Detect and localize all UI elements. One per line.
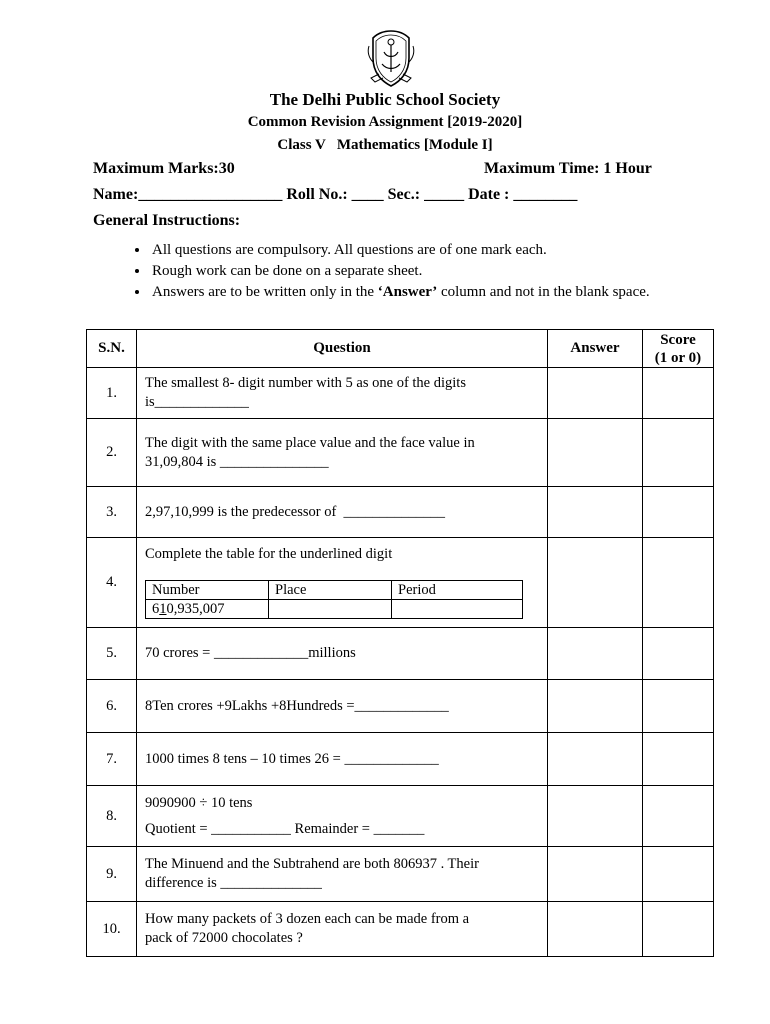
row-number: 2. [87, 419, 137, 487]
score-cell[interactable] [643, 733, 714, 786]
score-cell[interactable] [643, 680, 714, 733]
question-text: The Minuend and the Subtrahend are both 806937 . Their difference is ______________ [137, 847, 548, 902]
question-text: 2,97,10,999 is the predecessor of ______________ [137, 487, 548, 538]
question-table [86, 329, 714, 957]
assignment-title: Common Revision Assignment [2019-2020] [247, 114, 523, 130]
question-text: The digit with the same place value and the face value in 31,09,804 is _______________ [137, 419, 548, 487]
score-cell[interactable] [643, 487, 714, 538]
table-row [87, 680, 714, 733]
table-row [87, 786, 714, 847]
answer-cell[interactable] [548, 538, 643, 628]
score-cell[interactable] [643, 538, 714, 628]
question-text: 70 crores = _____________millions [137, 628, 548, 680]
header-score: Score (1 or 0) [643, 330, 714, 368]
header-answer: Answer [548, 330, 643, 368]
table-row [87, 902, 714, 957]
score-cell[interactable] [643, 902, 714, 957]
place-value-table [145, 580, 523, 619]
score-cell[interactable] [643, 847, 714, 902]
header-question: Question [137, 330, 548, 368]
class-subject: Class V Mathematics [Module I] [277, 137, 493, 153]
answer-cell[interactable] [548, 628, 643, 680]
school-crest-logo [367, 28, 415, 90]
answer-cell[interactable] [548, 847, 643, 902]
instruction-item: • Answers are to be written only in the ‘Answer’ column and not in the blank space. [150, 282, 710, 303]
answer-cell[interactable] [548, 419, 643, 487]
score-cell[interactable] [643, 419, 714, 487]
question-text: How many packets of 3 dozen each can be made from a pack of 72000 chocolates ? [137, 902, 548, 957]
inner-header-period: Period [392, 580, 523, 599]
inner-header-place: Place [269, 580, 392, 599]
inner-period-blank[interactable] [392, 599, 523, 618]
header-sn: S.N. [87, 330, 137, 368]
row-number: 9. [87, 847, 137, 902]
row-number: 6. [87, 680, 137, 733]
question-text: 9090900 ÷ 10 tens Quotient = ___________ Remainder = _______ [137, 786, 548, 847]
inner-number-value: 610,935,007 [146, 599, 269, 618]
table-row [87, 538, 714, 628]
question-text: Complete the table for the underlined digit Number Place Period 610,935,007 [137, 538, 548, 628]
table-row [87, 419, 714, 487]
table-header-row [87, 330, 714, 368]
max-time: Maximum Time: 1 Hour [484, 160, 652, 177]
table-row [87, 368, 714, 419]
instruction-item: • All questions are compulsory. All questions are of one mark each. [150, 240, 710, 261]
answer-cell[interactable] [548, 733, 643, 786]
table-row [87, 487, 714, 538]
row-number: 3. [87, 487, 137, 538]
answer-cell[interactable] [548, 680, 643, 733]
table-row [87, 847, 714, 902]
row-number: 7. [87, 733, 137, 786]
table-row [87, 628, 714, 680]
row-number: 4. [87, 538, 137, 628]
question-text: The smallest 8- digit number with 5 as one of the digits is_____________ [137, 368, 548, 419]
table-row [87, 733, 714, 786]
question-text: 8Ten crores +9Lakhs +8Hundreds =_____________ [137, 680, 548, 733]
instructions-list [130, 240, 710, 303]
society-title: The Delhi Public School Society [269, 90, 501, 109]
row-number: 8. [87, 786, 137, 847]
question-text: 1000 times 8 tens – 10 times 26 = _____________ [137, 733, 548, 786]
instruction-item: • Rough work can be done on a separate sheet. [150, 261, 710, 282]
answer-cell[interactable] [548, 902, 643, 957]
answer-cell[interactable] [548, 368, 643, 419]
inner-place-blank[interactable] [269, 599, 392, 618]
score-cell[interactable] [643, 786, 714, 847]
name-roll-line: Name:__________________ Roll No.: ____ Sec.: _____ Date : ________ [93, 186, 578, 203]
instructions-title: General Instructions: [93, 212, 241, 229]
score-cell[interactable] [643, 368, 714, 419]
answer-cell[interactable] [548, 786, 643, 847]
score-cell[interactable] [643, 628, 714, 680]
row-number: 5. [87, 628, 137, 680]
answer-cell[interactable] [548, 487, 643, 538]
max-marks: Maximum Marks:30 [93, 160, 235, 177]
inner-header-number: Number [146, 580, 269, 599]
row-number: 1. [87, 368, 137, 419]
row-number: 10. [87, 902, 137, 957]
